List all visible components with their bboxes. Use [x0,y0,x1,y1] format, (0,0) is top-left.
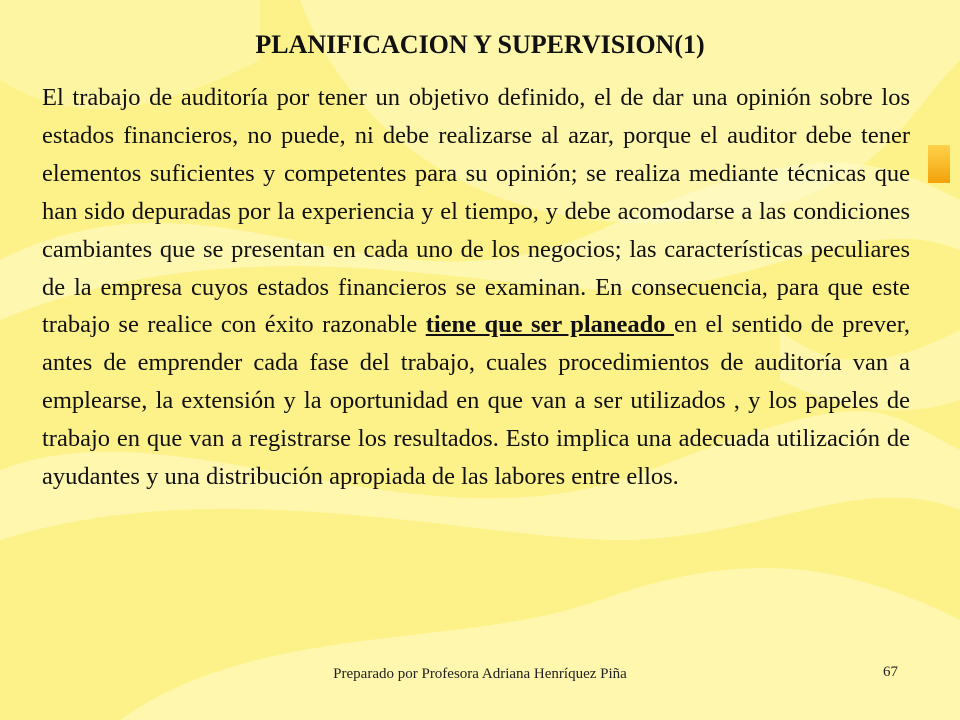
body-emphasis-underlined: tiene que ser planeado [425,311,674,339]
accent-bar [928,145,950,183]
page-number: 67 [883,664,898,680]
body-text-part-2: en el sentido de prever, antes de emprender cada fase del trabajo, cuales procedimientos de auditoría van a emplearse, la extensión y la oportunidad en que van a ser utilizados , y los papeles de trabajo en que van a registrarse los resultados. Esto implica una adecuada utilización de ayudantes y una distribución apropiada de las labores entre ellos. [42,311,911,491]
slide-title: PLANIFICACION Y SUPERVISION(1) [255,30,705,59]
slide-body-text [42,79,910,496]
footer-author: Preparado por Profesora Adriana Henríquez Piña [333,666,627,682]
body-text-part-1: El trabajo de auditoría por tener un objetivo definido, el de dar una opinión sobre los estados financieros, no puede, ni debe realizarse al azar, porque el auditor debe tener elementos suficientes y competentes para su opinión; se realiza mediante técnicas que han sido depuradas por la experiencia y el tiempo, y debe acomodarse a las condiciones cambiantes que se presentan en cada uno de los negocios; las características peculiares de la empresa cuyos estados financieros se examinan. En consecuencia, para que este trabajo se realice con éxito razonable [42,84,910,339]
